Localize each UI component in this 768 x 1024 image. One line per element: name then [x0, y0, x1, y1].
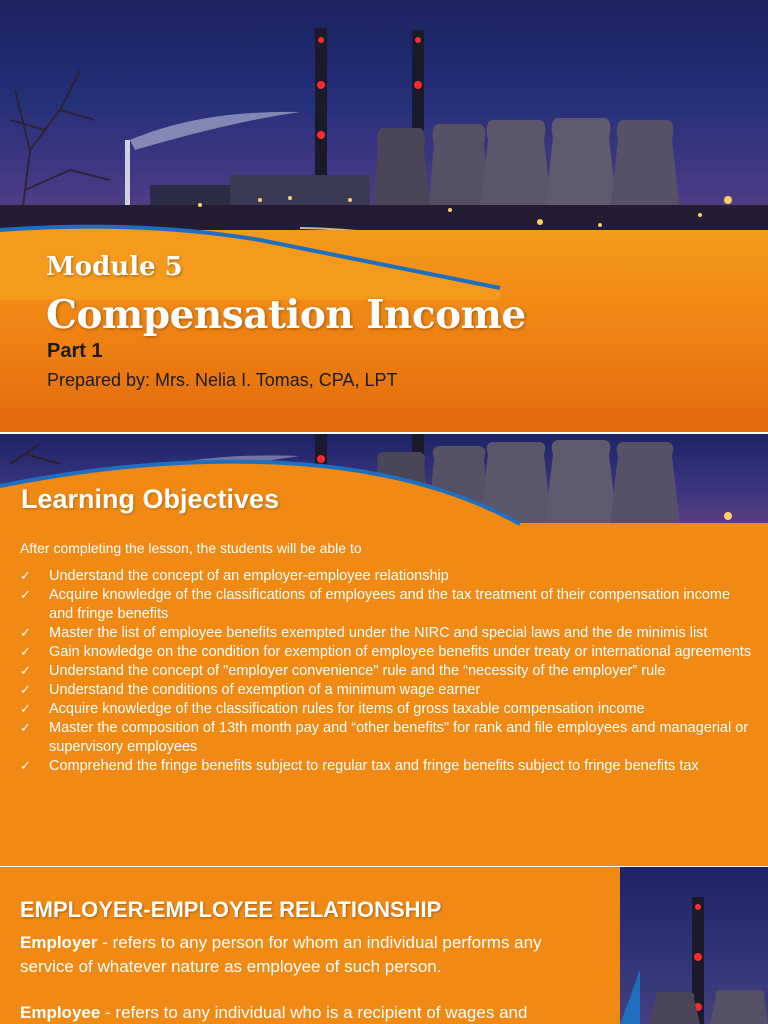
list-item: ✓ Master the list of employee benefits exempted under the NIRC and special laws and the de minimis list: [20, 625, 708, 641]
list-item: ✓ Gain knowledge on the condition for exemption of employee benefits under treaty or international agreements: [20, 644, 752, 660]
list-item: ✓ Acquire knowledge of the classifications of employees and the tax treatment of their compensation income and fringe benefits: [20, 587, 731, 622]
prepared-by: Prepared by: Mrs. Nelia I. Tomas, CPA, LPT: [47, 370, 398, 390]
check-icon: ✓: [20, 569, 31, 584]
check-icon: ✓: [20, 588, 31, 603]
list-item: ✓ Acquire knowledge of the classification rules for items of gross taxable compensation income: [20, 701, 645, 717]
learning-objectives-slide: [0, 434, 768, 866]
slide-side-photo: [620, 867, 768, 1024]
check-icon: ✓: [20, 759, 31, 774]
list-item: ✓ Comprehend the fringe benefits subject to regular tax and fringe benefits subject to fringe benefits tax: [20, 758, 699, 774]
employee-definition: Employee - refers to any individual who is a recipient of wages and: [20, 1003, 528, 1022]
check-icon: ✓: [20, 683, 31, 698]
objectives-list: [20, 567, 755, 776]
check-icon: ✓: [20, 721, 31, 736]
objectives-intro: After completing the lesson, the students will be able to: [20, 540, 362, 556]
check-icon: ✓: [20, 645, 31, 660]
check-icon: ✓: [20, 664, 31, 679]
part-label: Part 1: [47, 340, 103, 362]
list-item: ✓ Understand the concept of "employer convenience" rule and the “necessity of the employer” rule: [20, 663, 666, 679]
list-item: ✓ Master the composition of 13th month pay and “other benefits" for rank and file employees and managerial or supervisory employees: [20, 720, 749, 755]
title-slide: [0, 0, 768, 432]
check-icon: ✓: [20, 702, 31, 717]
section-title: EMPLOYER-EMPLOYEE RELATIONSHIP: [20, 897, 442, 922]
employer-employee-slide: [0, 867, 768, 1024]
power-plant-illustration: [620, 867, 768, 1024]
objectives-title: Learning Objectives: [21, 484, 280, 514]
employer-definition: Employer - refers to any person for whom an individual performs any service of whatever nature as employee of such person.: [20, 933, 542, 976]
check-icon: ✓: [20, 626, 31, 641]
slide-title: Compensation Income: [46, 292, 526, 338]
list-item: ✓ Understand the concept of an employer-employee relationship: [20, 568, 449, 584]
list-item: ✓ Understand the conditions of exemption of a minimum wage earner: [20, 682, 481, 698]
module-label: Module 5: [46, 252, 183, 282]
blue-swoosh-decoration: [0, 200, 768, 300]
